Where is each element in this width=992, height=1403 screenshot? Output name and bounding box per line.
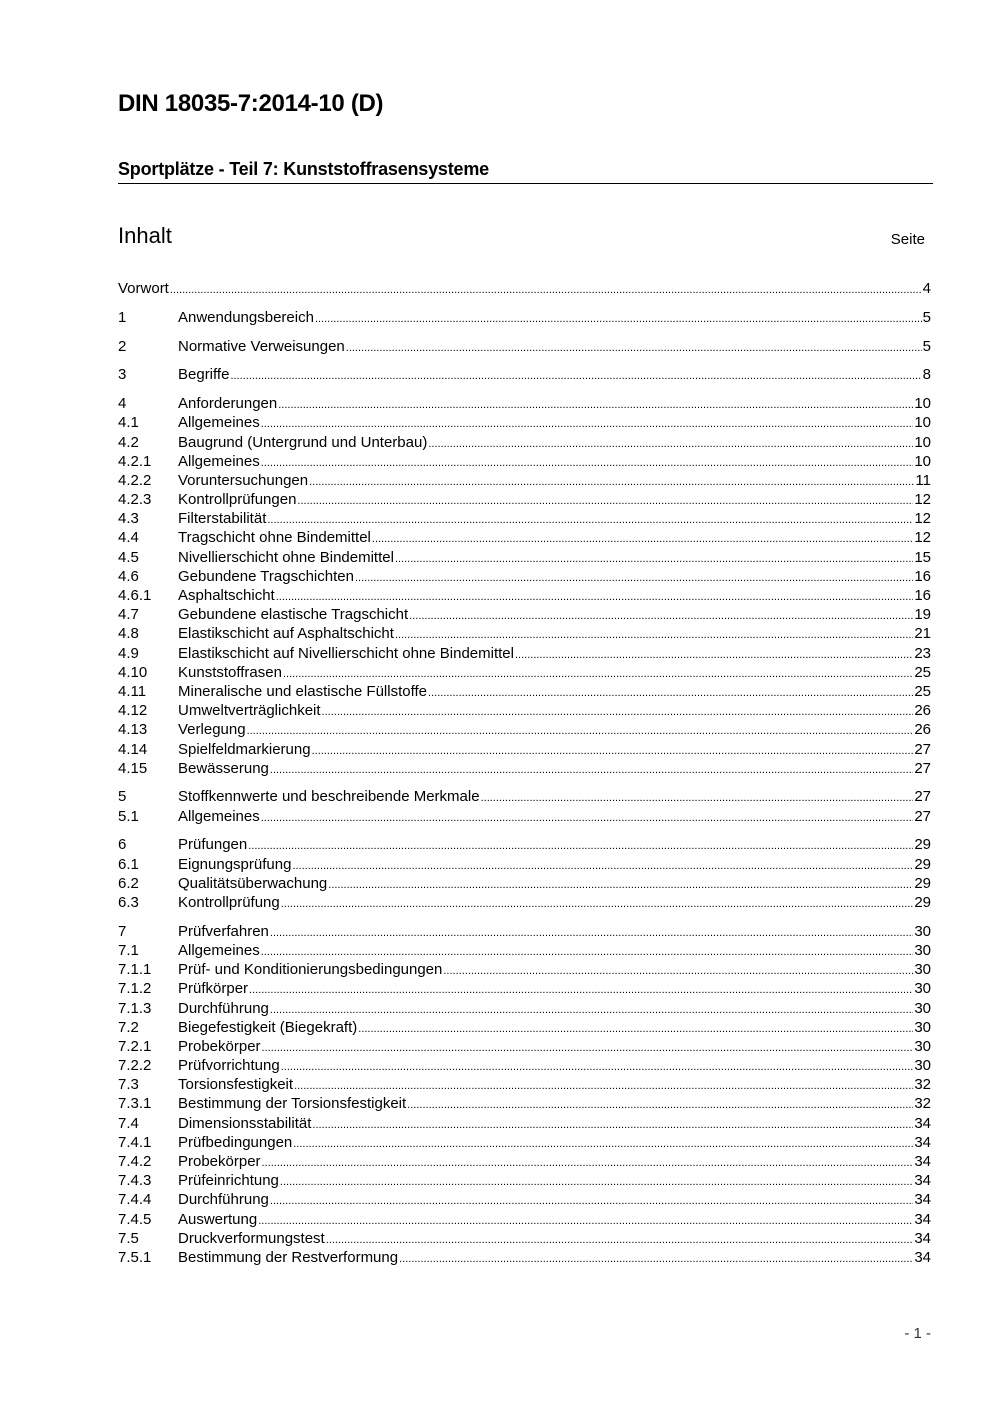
toc-entry[interactable] (118, 874, 931, 893)
toc-entry-number: 7.4.1 (118, 1133, 152, 1151)
dot-leader (262, 1152, 914, 1173)
toc-entry[interactable] (118, 365, 931, 384)
toc-entry-number: 7.3 (118, 1076, 139, 1094)
toc-entry-page: 34 (914, 1133, 931, 1151)
toc-entry[interactable] (118, 1037, 931, 1056)
toc-entry-title: Normative Verweisungen (178, 337, 345, 355)
dot-leader (283, 663, 913, 684)
toc-entry[interactable] (118, 624, 931, 643)
toc-section-group (118, 337, 931, 356)
toc-entry-page: 30 (914, 1018, 931, 1036)
toc-entry-number: 1 (118, 308, 127, 326)
toc-entry-page: 12 (914, 529, 931, 547)
toc-entry[interactable] (118, 528, 931, 547)
toc-entry-title: Biegefestigkeit (Biegekraft) (178, 1018, 358, 1036)
toc-entry[interactable] (118, 394, 931, 413)
dot-leader (293, 1133, 913, 1154)
toc-entry[interactable] (118, 1056, 931, 1075)
toc-entry[interactable] (118, 807, 931, 826)
toc-entry-title: Bestimmung der Torsionsfestigkeit (178, 1095, 407, 1113)
toc-entry-number: 4.9 (118, 644, 139, 662)
dot-leader (248, 835, 913, 856)
toc-entry-page: 30 (914, 1057, 931, 1075)
document-subtitle: Sportplätze - Teil 7: Kunststoffrasensysteme (118, 159, 489, 179)
dot-leader (270, 1190, 913, 1211)
toc-entry-title: Durchführung (178, 999, 269, 1017)
dot-leader (395, 624, 913, 645)
dot-leader (258, 1210, 913, 1231)
dot-leader (270, 999, 913, 1020)
toc-entry-page: 30 (914, 999, 931, 1017)
toc-entry-page: 15 (914, 548, 931, 566)
toc-entry-title: Prüfeinrichtung (178, 1172, 279, 1190)
toc-entry[interactable] (118, 1210, 931, 1229)
toc-entry-number: 5 (118, 788, 127, 806)
toc-entry-page: 29 (914, 855, 931, 873)
toc-entry[interactable] (118, 979, 931, 998)
document-title: DIN 18035-7:2014-10 (D) (118, 90, 384, 117)
toc-entry-number: 7.4.5 (118, 1210, 152, 1228)
toc-entry-title: Gebundene Tragschichten (178, 567, 354, 585)
dot-leader (261, 807, 914, 828)
toc-entry-page: 34 (914, 1191, 931, 1209)
toc-entry[interactable] (118, 567, 931, 586)
toc-entry[interactable] (118, 663, 931, 682)
toc-entry-title: Prüfbedingungen (178, 1133, 293, 1151)
toc-entry-title: Allgemeines (178, 807, 260, 825)
dot-leader (170, 279, 922, 300)
toc-entry-page: 27 (914, 807, 931, 825)
toc-entry-number: 4 (118, 395, 127, 413)
toc-section-group (118, 922, 931, 1267)
toc-entry-title: Gebundene elastische Tragschicht (178, 606, 409, 624)
toc-entry-title: Bestimmung der Restverformung (178, 1248, 399, 1266)
toc-entry-page: 19 (914, 606, 931, 624)
toc-entry-title: Elastikschicht auf Asphaltschicht (178, 625, 394, 643)
toc-entry-number: 4.15 (118, 759, 148, 777)
toc-entry[interactable] (118, 308, 931, 327)
toc-entry-page: 34 (914, 1229, 931, 1247)
dot-leader (481, 787, 914, 808)
dot-leader (322, 701, 914, 722)
toc-entry-page: 32 (914, 1095, 931, 1113)
toc-entry-title: Dimensionsstabilität (178, 1114, 312, 1132)
dot-leader (247, 720, 914, 741)
dot-leader (326, 1229, 914, 1250)
toc-entry[interactable] (118, 740, 931, 759)
dot-leader (261, 413, 914, 434)
toc-entry[interactable] (118, 759, 931, 778)
toc-entry-title: Prüfvorrichtung (178, 1057, 280, 1075)
toc-entry-page: 26 (914, 702, 931, 720)
dot-leader (409, 605, 913, 626)
toc-entry-number: 7.3.1 (118, 1095, 152, 1113)
dot-leader (407, 1094, 913, 1115)
dot-leader (309, 471, 914, 492)
toc-entry-title: Probekörper (178, 1153, 261, 1171)
toc-entry-number: 4.4 (118, 529, 139, 547)
toc-entry-number: 4.11 (118, 682, 147, 700)
toc-entry[interactable] (118, 835, 931, 854)
toc-entry[interactable] (118, 999, 931, 1018)
toc-entry-title: Asphaltschicht (178, 587, 275, 604)
toc-entry-title: Filterstabilität (178, 510, 267, 528)
dot-leader (262, 1037, 914, 1058)
toc-entry-number: 4.1 (118, 414, 139, 432)
toc-entry-title: Kontrollprüfung (178, 894, 280, 911)
toc-entry-title: Prüfverfahren (178, 922, 269, 940)
toc-entry-number: 4.8 (118, 625, 139, 643)
dot-leader (230, 365, 921, 386)
dot-leader (297, 490, 913, 511)
toc-entry-number: 7.5.1 (118, 1248, 152, 1266)
toc-entry-number: 7.4.3 (118, 1172, 152, 1190)
toc-entry[interactable] (118, 855, 931, 874)
toc-entry-title: Voruntersuchungen (178, 471, 309, 489)
toc-entry-title: Probekörper (178, 1037, 261, 1055)
toc-entry-number: 4.13 (118, 721, 148, 739)
toc-entry-page: 10 (914, 433, 931, 451)
toc-entry-title: Elastikschicht auf Nivellierschicht ohne Bindemittel (178, 644, 514, 662)
toc-entry-page: 27 (914, 759, 931, 777)
toc-section-group (118, 365, 931, 384)
toc-entry-number: 4.6 (118, 567, 139, 585)
toc-entry-title: Spielfeldmarkierung (178, 740, 311, 758)
toc-entry-page: 4 (922, 280, 931, 297)
toc-entry-title: Anforderungen (178, 395, 278, 413)
toc-entry-number: 4.10 (118, 663, 148, 681)
toc-entry-page: 27 (914, 788, 931, 806)
toc-entry-number: 7.2.1 (118, 1037, 152, 1055)
toc-entry-page: 12 (914, 491, 931, 509)
toc-entry[interactable] (118, 1114, 931, 1133)
toc-entry[interactable] (118, 941, 931, 960)
toc-entry-number: 4.2.2 (118, 471, 152, 489)
toc-entry-page: 30 (914, 980, 931, 998)
toc-entry[interactable] (118, 922, 931, 941)
toc-entry-number: 2 (118, 337, 127, 355)
toc-entry-page: 34 (914, 1172, 931, 1190)
toc-entry-page: 34 (914, 1153, 931, 1171)
toc-entry-page: 34 (914, 1114, 931, 1132)
page-column-label: Seite (890, 231, 925, 248)
toc-entry-number: 7.4.4 (118, 1191, 152, 1209)
footer-page-number: - 1 - (904, 1325, 931, 1342)
toc-entry-page: 30 (914, 922, 931, 940)
toc-entry-number: 4.6.1 (118, 587, 152, 604)
toc-entry-page: 29 (914, 894, 931, 911)
dot-leader (281, 893, 914, 914)
toc-entry[interactable] (118, 893, 931, 912)
toc-entry[interactable] (118, 787, 931, 806)
toc-entry-title: Kunststoffrasen (178, 663, 282, 681)
toc-entry[interactable] (118, 548, 931, 567)
toc-entry-title: Nivellierschicht ohne Bindemittel (178, 548, 394, 566)
dot-leader (328, 874, 913, 895)
toc-entry-title: Prüfungen (178, 836, 248, 854)
toc-entry-title: Druckverformungstest (178, 1229, 325, 1247)
dot-leader (399, 1248, 913, 1269)
toc-section-group (118, 279, 931, 298)
toc-entry[interactable] (118, 490, 931, 509)
toc-entry-number: 4.12 (118, 702, 148, 720)
toc-entry[interactable] (118, 337, 931, 356)
dot-leader (249, 979, 913, 1000)
toc-entry-number: 4.7 (118, 606, 139, 624)
toc-entry-title: Durchführung (178, 1191, 269, 1209)
toc-entry-page: 27 (914, 740, 931, 758)
dot-leader (428, 433, 913, 454)
toc-entry-title: Vorwort (118, 280, 169, 297)
dot-leader (312, 1114, 913, 1135)
toc-entry[interactable] (118, 1229, 931, 1248)
toc-entry-number: 4.3 (118, 510, 139, 528)
toc-entry-number: 5.1 (118, 807, 139, 825)
toc-entry-title: Tragschicht ohne Bindemittel (178, 529, 371, 547)
toc-entry-number: 7.1.3 (118, 999, 152, 1017)
toc-entry-title: Allgemeines (178, 452, 260, 470)
toc-entry-title: Umweltverträglichkeit (178, 702, 321, 720)
toc-entry-page: 21 (914, 625, 931, 643)
toc-entry[interactable] (118, 1171, 931, 1190)
toc-entry-page: 10 (914, 414, 931, 432)
toc-entry-number: 7 (118, 922, 127, 940)
toc-entry-number: 4.5 (118, 548, 139, 566)
dot-leader (428, 682, 913, 703)
dot-leader (443, 960, 913, 981)
dot-leader (267, 509, 913, 530)
toc-entry[interactable] (118, 1190, 931, 1209)
toc-entry-page: 29 (914, 836, 931, 854)
toc-entry[interactable] (118, 1248, 931, 1267)
dot-leader (515, 644, 913, 665)
dot-leader (270, 922, 913, 943)
toc-entry[interactable] (118, 279, 931, 298)
toc-entry-number: 7.2.2 (118, 1057, 152, 1075)
toc-entry-title: Anwendungsbereich (178, 308, 314, 326)
toc-entry-page: 34 (914, 1248, 931, 1266)
toc-entry[interactable] (118, 960, 931, 979)
toc-entry-title: Mineralische und elastische Füllstoffe (178, 682, 428, 700)
toc-section-group (118, 394, 931, 778)
toc-entry[interactable] (118, 1018, 931, 1037)
toc-entry-page: 34 (914, 1210, 931, 1228)
toc-entry-title: Kontrollprüfungen (178, 491, 297, 509)
toc-entry-title: Qualitätsüberwachung (178, 874, 328, 892)
toc-entry-title: Auswertung (178, 1210, 258, 1228)
toc-entry-page: 10 (914, 452, 931, 470)
toc-entry[interactable] (118, 1152, 931, 1171)
toc-entry[interactable] (118, 433, 931, 452)
toc-entry-page: 26 (914, 721, 931, 739)
toc-entry[interactable] (118, 1133, 931, 1152)
toc-entry[interactable] (118, 682, 931, 701)
divider (118, 183, 933, 184)
toc-entry[interactable] (118, 720, 931, 739)
toc-section-group (118, 308, 931, 327)
dot-leader (294, 1075, 913, 1096)
toc-entry-number: 6.3 (118, 894, 139, 911)
toc-entry-number: 4.2.3 (118, 491, 152, 509)
toc-entry-page: 30 (914, 1037, 931, 1055)
toc-entry-title: Bewässerung (178, 759, 269, 777)
toc-entry-title: Prüf- und Konditionierungsbedingungen (178, 961, 443, 979)
dot-leader (312, 740, 914, 761)
dot-leader (315, 308, 922, 329)
toc-entry-title: Torsionsfestigkeit (178, 1076, 294, 1094)
toc-entry-page: 25 (914, 682, 931, 700)
toc-entry-page: 16 (914, 567, 931, 585)
dot-leader (280, 1171, 913, 1192)
dot-leader (355, 567, 913, 588)
toc-entry[interactable] (118, 644, 931, 663)
toc-entry-number: 4.14 (118, 740, 148, 758)
toc-entry[interactable] (118, 1075, 931, 1094)
toc-entry-page: 8 (922, 366, 931, 384)
toc-entry-number: 7.1 (118, 941, 139, 959)
dot-leader (261, 452, 914, 473)
toc-entry-number: 4.2 (118, 433, 139, 451)
dot-leader (261, 941, 914, 962)
dot-leader (346, 337, 922, 358)
toc-entry-page: 11 (915, 471, 931, 489)
toc-entry-page: 30 (914, 961, 931, 979)
toc-entry[interactable] (118, 509, 931, 528)
toc-entry-page: 10 (914, 395, 931, 413)
dot-leader (372, 528, 913, 549)
toc-entry-number: 7.5 (118, 1229, 139, 1247)
dot-leader (358, 1018, 913, 1039)
dot-leader (276, 586, 914, 607)
dot-leader (270, 759, 913, 780)
toc-section-group (118, 787, 931, 825)
toc-entry[interactable] (118, 471, 931, 490)
dot-leader (281, 1056, 914, 1077)
toc-entry-page: 5 (922, 308, 931, 326)
toc-entry-page: 23 (914, 644, 931, 662)
toc-entry-page: 5 (922, 337, 931, 355)
toc-entry-page: 32 (914, 1076, 931, 1094)
toc-entry[interactable] (118, 413, 931, 432)
toc-entry-number: 7.4.2 (118, 1153, 152, 1171)
toc-entry-number: 6.2 (118, 874, 139, 892)
toc-entry-number: 6 (118, 836, 127, 854)
dot-leader (278, 394, 913, 415)
toc-entry-number: 7.1.2 (118, 980, 152, 998)
toc-entry[interactable] (118, 452, 931, 471)
table-of-contents (118, 279, 931, 1267)
toc-section-group (118, 835, 931, 912)
toc-entry-number: 4.2.1 (118, 452, 152, 470)
toc-entry-title: Eignungsprüfung (178, 855, 292, 873)
dot-leader (292, 855, 913, 876)
toc-entry-title: Begriffe (178, 366, 230, 384)
toc-entry-page: 12 (914, 510, 931, 528)
toc-entry-title: Allgemeines (178, 941, 260, 959)
toc-entry-page: 16 (914, 587, 931, 604)
toc-entry-page: 30 (914, 941, 931, 959)
toc-entry-title: Allgemeines (178, 414, 260, 432)
toc-entry[interactable] (118, 1094, 931, 1113)
toc-entry[interactable] (118, 605, 931, 624)
toc-entry-page: 25 (914, 663, 931, 681)
toc-entry[interactable] (118, 586, 931, 605)
toc-entry-number: 3 (118, 366, 127, 384)
toc-entry[interactable] (118, 701, 931, 720)
toc-entry-title: Stoffkennwerte und beschreibende Merkmale (178, 788, 480, 806)
toc-entry-number: 6.1 (118, 855, 139, 873)
toc-entry-title: Baugrund (Untergrund und Unterbau) (178, 433, 428, 451)
toc-entry-title: Verlegung (178, 721, 246, 739)
dot-leader (395, 548, 913, 569)
toc-entry-number: 7.1.1 (118, 961, 152, 979)
toc-entry-number: 7.4 (118, 1114, 139, 1132)
toc-heading: Inhalt (118, 223, 172, 248)
toc-entry-title: Prüfkörper (178, 980, 249, 998)
toc-entry-number: 7.2 (118, 1018, 139, 1036)
toc-entry-page: 29 (914, 874, 931, 892)
